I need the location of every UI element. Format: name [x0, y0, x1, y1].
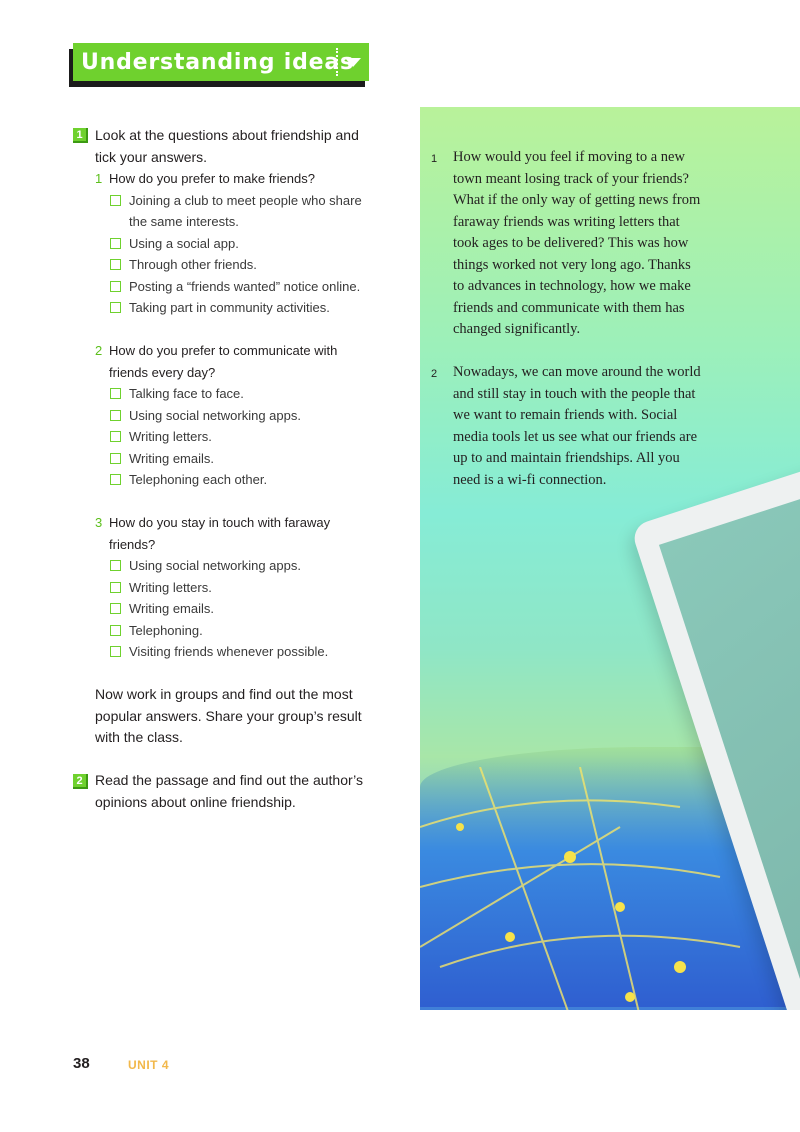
option-label: Joining a club to meet people who share	[129, 193, 362, 208]
option-label: Visiting friends whenever possible.	[129, 644, 329, 659]
text-line: friends and communicate with them has	[453, 299, 685, 316]
text-line: How do you prefer to communicate with	[109, 343, 338, 358]
text-line: Read the passage and find out the author’s	[95, 772, 364, 788]
text-line: to advances in technology, how we make	[453, 278, 691, 294]
text-line: took ages to be delivered? This was how	[453, 235, 689, 251]
option-label: Posting a “friends wanted” notice online.	[129, 279, 361, 294]
text-line: How do you prefer to make friends?	[109, 171, 315, 186]
option-label: Using social networking apps.	[129, 408, 301, 423]
option-label: Telephoning.	[129, 623, 203, 638]
paragraph-number: 1	[431, 153, 438, 165]
text-line: Now work in groups and find out the most	[95, 686, 353, 702]
text-line: faraway friends was writing letters that	[453, 213, 680, 230]
page-number: 38	[73, 1055, 90, 1072]
checkbox[interactable]	[110, 238, 121, 249]
activity-number-badge: 1	[73, 128, 88, 143]
text-line: with the class.	[95, 729, 183, 745]
option-label: Writing emails.	[129, 451, 215, 466]
group-work-instruction	[95, 684, 362, 749]
option-label: Writing emails.	[129, 601, 215, 616]
text-line: and still stay in touch with the people that	[453, 385, 696, 402]
question-text	[109, 340, 337, 383]
passage-paragraph-2	[453, 362, 733, 491]
text-line: How do you stay in touch with faraway	[109, 515, 331, 530]
checkbox[interactable]	[110, 431, 121, 442]
option-label: Writing letters.	[129, 580, 212, 595]
activity-1-intro	[95, 125, 359, 168]
text-line: changed significantly.	[453, 321, 581, 337]
checkbox[interactable]	[110, 195, 121, 206]
text-line: popular answers. Share your group’s result	[95, 707, 362, 724]
text-line: need is a wi-fi connection.	[453, 471, 607, 488]
checkbox[interactable]	[110, 625, 121, 636]
option-label: Using a social app.	[129, 236, 239, 251]
checkbox[interactable]	[110, 281, 121, 292]
option-label: Telephoning each other.	[129, 472, 268, 487]
question-text	[109, 512, 330, 555]
checkbox[interactable]	[110, 259, 121, 270]
question-number: 1	[95, 171, 103, 186]
text-line: up to and maintain friendships. All you	[453, 450, 680, 466]
checkbox[interactable]	[110, 474, 121, 485]
question-number: 2	[95, 343, 103, 358]
text-line: media tools let us see what our friends are	[453, 428, 698, 445]
checkbox[interactable]	[110, 646, 121, 657]
checkbox[interactable]	[110, 560, 121, 571]
unit-label: UNIT 4	[128, 1058, 170, 1072]
paragraph-number: 2	[431, 368, 438, 380]
checkbox[interactable]	[110, 388, 121, 399]
text-line: opinions about online friendship.	[95, 793, 296, 810]
activity-2-instruction	[95, 770, 363, 813]
checkbox[interactable]	[110, 582, 121, 593]
text-line: How would you feel if moving to a new	[453, 149, 685, 165]
text-line: Nowadays, we can move around the world	[453, 364, 701, 380]
checkbox[interactable]	[110, 410, 121, 421]
text-line: friends?	[109, 536, 156, 552]
question-text	[109, 168, 315, 190]
option-label: Talking face to face.	[129, 386, 244, 401]
option-label: the same interests.	[129, 214, 239, 229]
text-line: friends every day?	[109, 364, 216, 380]
option-label: Through other friends.	[129, 257, 257, 272]
option-label: Taking part in community activities.	[129, 300, 330, 315]
text-line: What if the only way of getting news from	[453, 192, 701, 208]
question-number: 3	[95, 515, 103, 530]
checkbox[interactable]	[110, 453, 121, 464]
checkbox[interactable]	[110, 603, 121, 614]
passage-paragraph-1	[453, 147, 733, 341]
option-label: Writing letters.	[129, 429, 212, 444]
activity-number-badge: 2	[73, 774, 88, 789]
text-line: town meant losing track of your friends?	[453, 170, 689, 187]
text-line: we want to remain friends with. Social	[453, 407, 678, 423]
option-label: Using social networking apps.	[129, 558, 301, 573]
text-line: tick your answers.	[95, 148, 208, 165]
text-line: things worked not very long ago. Thanks	[453, 256, 691, 273]
section-title: Understanding ideas	[81, 49, 354, 75]
checkbox[interactable]	[110, 302, 121, 313]
text-line: Look at the questions about friendship and	[95, 127, 359, 143]
